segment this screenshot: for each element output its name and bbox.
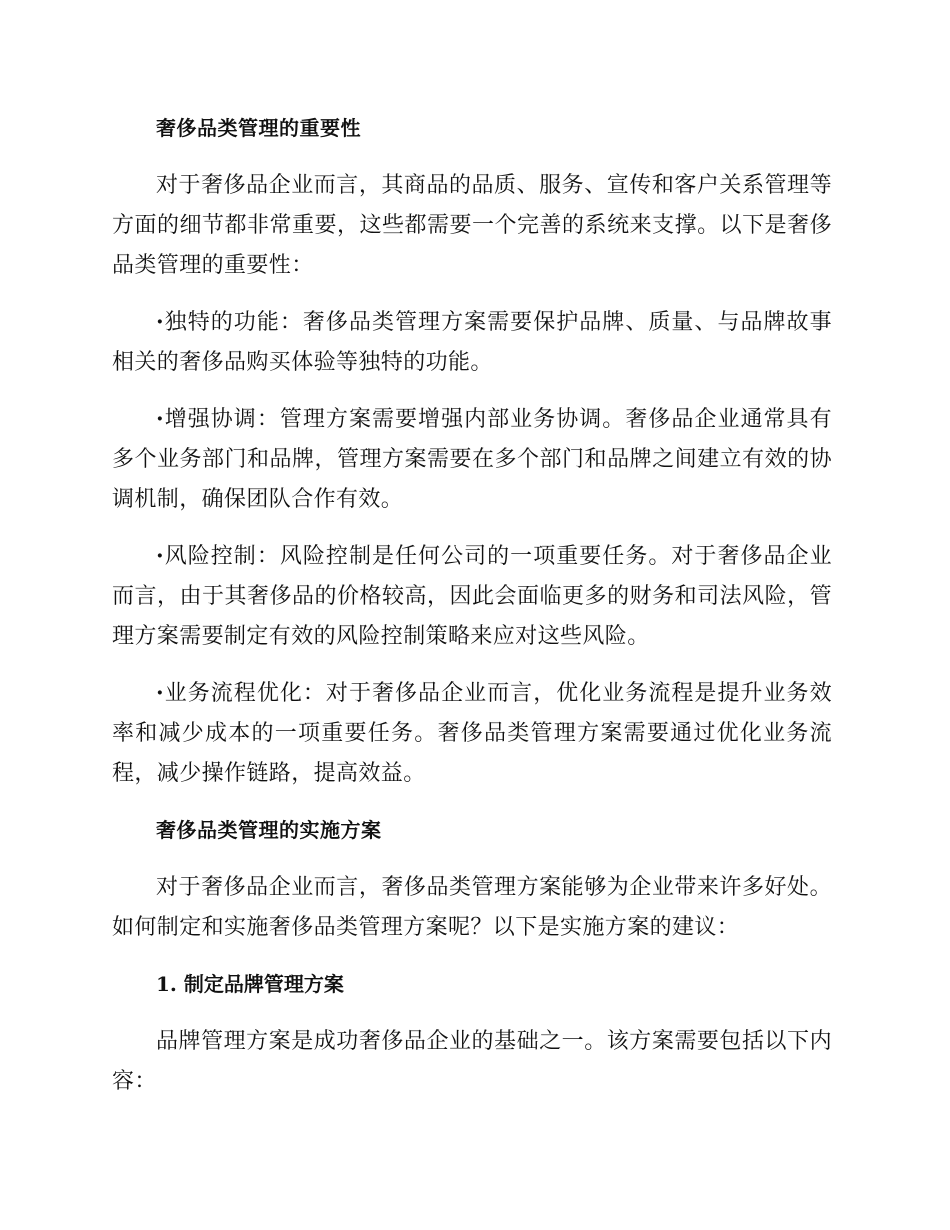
bullet-marker: ·	[156, 680, 165, 706]
subsection-body: 品牌管理方案是成功奢侈品企业的基础之一。该方案需要包括以下内容：	[112, 1029, 832, 1094]
bullet-item	[112, 399, 832, 520]
section-intro-implementation: 对于奢侈品企业而言，奢侈品类管理方案能够为企业带来许多好处。如何制定和实施奢侈品类管理方案呢？以下是实施方案的建议：	[112, 875, 832, 940]
bullet-text: 业务流程优化：对于奢侈品企业而言，优化业务流程是提升业务效率和减少成本的一项重要任务。奢侈品类管理方案需要通过优化业务流程，减少操作链路，提高效益。	[112, 681, 832, 786]
bullet-text: 增强协调：管理方案需要增强内部业务协调。奢侈品企业通常具有多个业务部门和品牌，管理方案需要在多个部门和品牌之间建立有效的协调机制，确保团队合作有效。	[112, 407, 832, 512]
section-intro-importance: 对于奢侈品企业而言，其商品的品质、服务、宣传和客户关系管理等方面的细节都非常重要，这些都需要一个完善的系统来支撑。以下是奢侈品类管理的重要性：	[112, 173, 832, 278]
subsection-title: 1. 制定品牌管理方案	[156, 972, 344, 996]
bullet-item	[112, 673, 832, 794]
bullet-marker: ·	[156, 309, 165, 335]
bullet-item	[112, 302, 832, 383]
bullet-marker: ·	[156, 406, 165, 432]
bullet-text: 独特的功能：奢侈品类管理方案需要保护品牌、质量、与品牌故事相关的奢侈品购买体验等独特的功能。	[112, 310, 832, 375]
section-heading-implementation: 奢侈品类管理的实施方案	[156, 818, 382, 842]
bullet-text: 风险控制：风险控制是任何公司的一项重要任务。对于奢侈品企业而言，由于其奢侈品的价格较高，因此会面临更多的财务和司法风险，管理方案需要制定有效的风险控制策略来应对这些风险。	[112, 544, 832, 649]
document-body	[112, 108, 832, 1118]
bullet-marker: ·	[156, 543, 165, 569]
section-heading-importance: 奢侈品类管理的重要性	[156, 116, 361, 140]
bullet-item	[112, 536, 832, 657]
